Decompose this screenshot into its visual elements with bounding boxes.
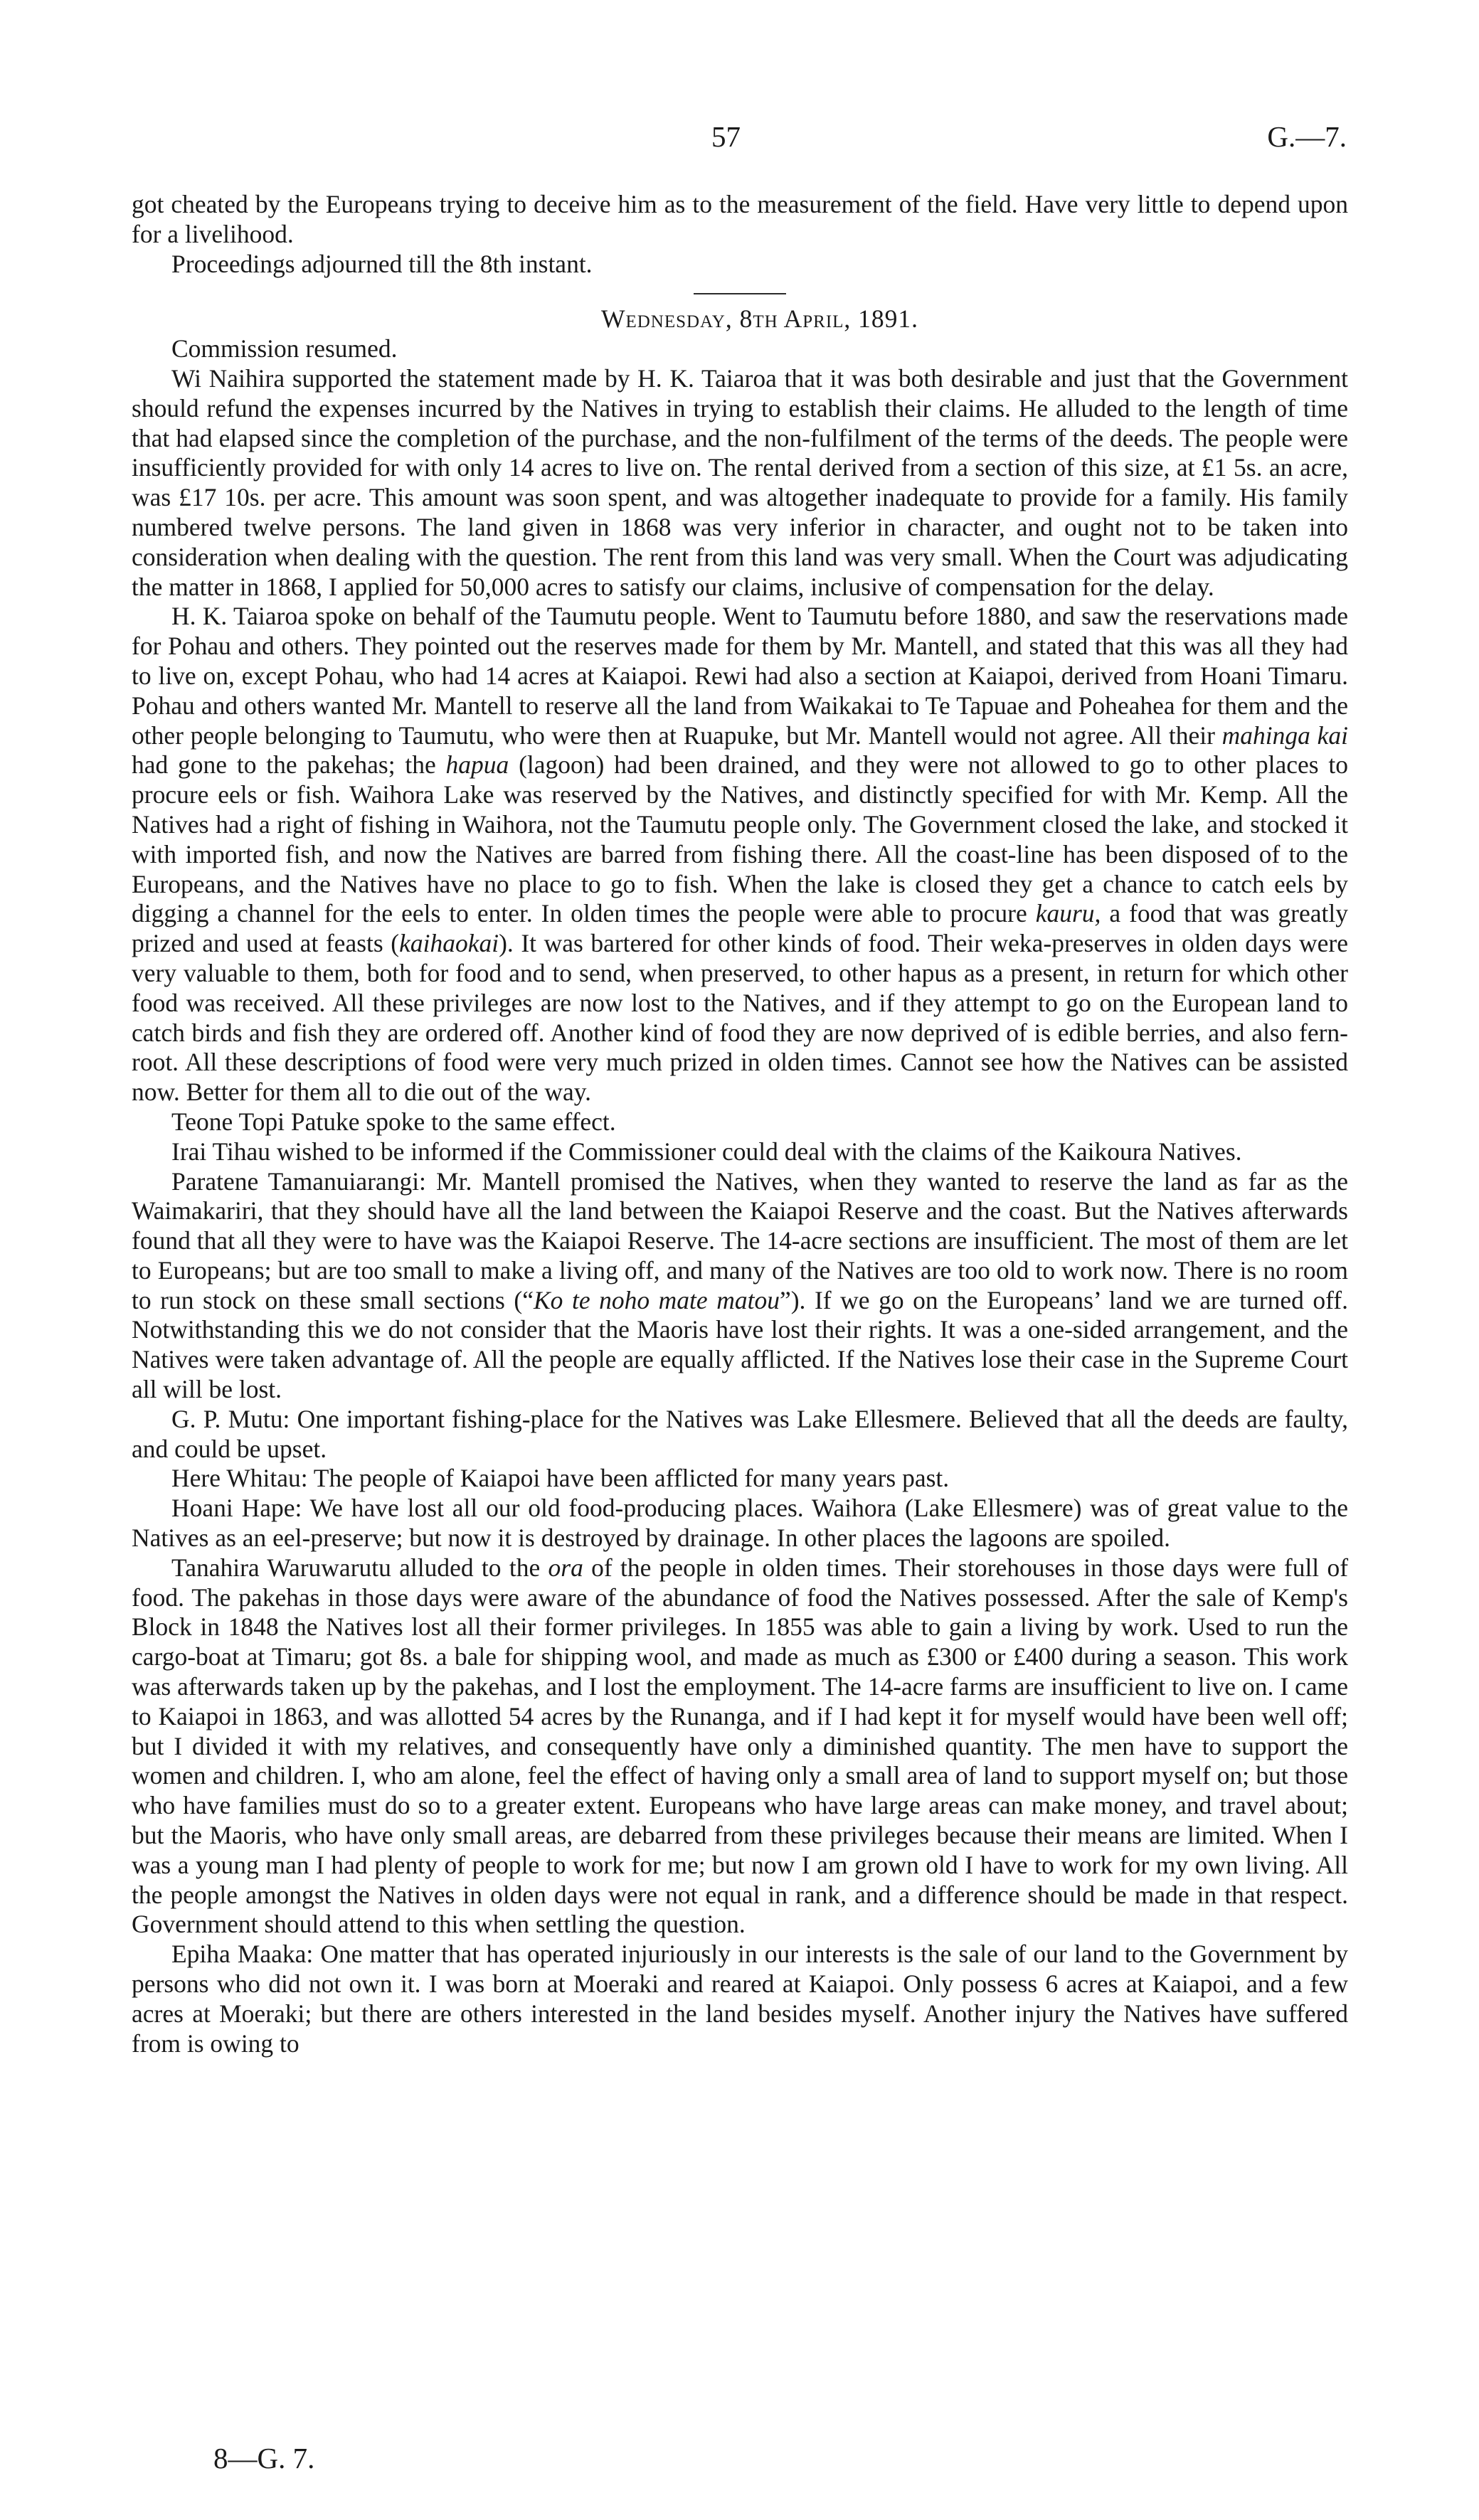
- paragraph-commission-resumed: Commission resumed.: [171, 334, 398, 363]
- paragraph-irai: Irai Tihau wished to be informed if the Commissioner could deal with the claims of the Kaikoura Natives.: [171, 1137, 1242, 1166]
- paragraph-mutu: G. P. Mutu: One important fishing-place for the Natives was Lake Ellesmere. Believed that all the deeds are faulty, and could be upset.: [132, 1404, 1348, 1463]
- maori-quote: Ko te noho mate matou: [533, 1285, 780, 1314]
- body-text: [132, 190, 1348, 2058]
- date-heading: Wednesday, 8th April, 1891.: [600, 304, 919, 334]
- paragraph-taiaroa: H. K. Taiaroa spoke on behalf of the Taumutu people. Went to Taumutu before 1880, and saw the reservations made for Pohau and others. They pointed out the reserves made for them by Mr. Mantell, and stated that this was all they had to live on, except Pohau, who had 14 acres at Kaiapoi. Rewi had also a section at Kaiapoi, derived from Hoani Timaru. Pohau and others wanted Mr. Mantell to reserve all the land from Waikakai to Te Tapuae and Poheahea for them and the other people belonging to Taumutu, who were then at Ruapuke, but Mr. Mantell would not agree. All their mahinga kai had gone to the pakehas; the hapua (lagoon) had been drained, and they were not allowed to go to other places to procure eels or fish. Waihora Lake was reserved by the Natives, and distinctly specified for with Mr. Kemp. All the Natives had a right of fishing in Waihora, not the Taumutu people only. The Government closed the lake, and stocked it with imported fish, and now the Natives are barred from fishing there. All the coast-line has been disposed of to the Europeans, and the Natives have no place to go to fish. When the lake is closed they get a chance to catch eels by digging a channel for the eels to enter. In olden times the people were able to procure kauru, a food that was greatly prized and used at feasts (kaihaokai). It was bartered for other kinds of food. Their weka-preserves in olden days were very valuable to them, both for food and to send, when preserved, to other hapus as a present, in return for which other food was received. All these privileges are now lost to the Natives, and if they attempt to go on the European land to catch birds and fish they are ordered off. Another kind of food they are now deprived of is edible berries, and also fern-root. All these descriptions of food were very much prized in olden times. Cannot see how the Natives can be assisted now. Better for them all to die out of the way.: [132, 602, 1349, 1107]
- maori-term: kaihaokai: [399, 929, 499, 958]
- page-header: [0, 119, 1479, 162]
- page-number: 57: [711, 120, 741, 153]
- maori-term: ora: [548, 1553, 583, 1582]
- paragraph-continued: got cheated by the Europeans trying to deceive him as to the measurement of the field. Have very little to depend upon for a livelihood.: [132, 190, 1348, 248]
- paragraph-epiha: Epiha Maaka: One matter that has operated injuriously in our interests is the sale of our land to the Government by persons who did not own it. I was born at Moeraki and reared at Kaiapoi. Only possess 6 acres at Kaiapoi, and a few acres at Moeraki; but there are others interested in the land besides myself. Another injury the Natives have suffered from is owing to: [132, 1940, 1348, 2058]
- paragraph-here-whitau: Here Whitau: The people of Kaiapoi have been afflicted for many years past.: [171, 1464, 950, 1493]
- paragraph-paratene: Paratene Tamanuiarangi: Mr. Mantell promised the Natives, when they wanted to reserve the land as far as the Waimakariri, that they should have all the land between the Kaiapoi Reserve and the coast. But the Natives afterwards found that all they were to have was the Kaiapoi Reserve. The 14-acre sections are insufficient. The most of them are let to Europeans; but are too small to make a living off, and many of the Natives are too old to work now. There is no room to run stock on these small sections (“Ko te noho mate matou”). If we go on the Europeans’ land we are turned off. Notwithstanding this we do not consider that the Maoris have lost their rights. It was a one-sided arrangement, and the Natives were taken advantage of. All the people are equally afflicted. If the Natives lose their case in the Supreme Court all will be lost.: [132, 1166, 1348, 1404]
- maori-term: mahinga kai: [1221, 721, 1349, 750]
- document-reference: G.—7.: [1267, 120, 1347, 153]
- paragraph-adjourned: Proceedings adjourned till the 8th instant.: [171, 249, 593, 278]
- paragraph-wi-naihira: Wi Naihira supported the statement made by H. K. Taiaroa that it was both desirable and just that the Government should refund the expenses incurred by the Natives in trying to establish their claims. He alluded to the length of time that had elapsed since the completion of the purchase, and the non-fulfilment of the terms of the deeds. The people were insufficiently provided for with only 14 acres to live on. The rental derived from a section of this size, at £1 5s. an acre, was £17 10s. per acre. This amount was soon spent, and was altogether inadequate to provide for a family. His family numbered twelve persons. The land given in 1868 was very inferior in character, and ought not to be taken into consideration when dealing with the question. The rent from this land was very small. When the Court was adjudicating the matter in 1868, I applied for 50,000 acres to satisfy our claims, inclusive of compensation for the delay.: [132, 363, 1348, 601]
- printer-signature: 8—G. 7.: [213, 2442, 315, 2474]
- maori-term: hapua: [445, 750, 509, 780]
- paragraph-tanahira: Tanahira Waruwarutu alluded to the ora of the people in olden times. Their storehouses in those days were full of food. The pakehas in those days were aware of the abundance of food the Natives possessed. After the sale of Kemp's Block in 1848 the Natives lost all their former privileges. In 1855 was able to gain a living by work. Used to run the cargo-boat at Timaru; got 8s. a bale for shipping wool, and made as much as £300 or £400 during a season. This work was afterwards taken up by the pakehas, and I lost the employment. The 14-acre farms are insufficient to live on. I came to Kaiapoi in 1863, and was allotted 54 acres by the Runanga, and if I had kept it for myself would have been well off; but I divided it with my relatives, and consequently have only a diminished quantity. The men have to support the women and children. I, who am alone, feel the effect of having only a small area of land to support myself on; but those who have families must do so to a greater extent. Europeans who have large areas can make money, and travel about; but the Maoris, who have only small areas, are debarred from these privileges because their means are limited. When I was a young man I had plenty of people to work for me; but now I am grown old I have to work for my own living. All the people amongst the Natives in olden days were not equal in rank, and a difference should be made in that respect. Government should attend to this when settling the question.: [132, 1553, 1349, 1939]
- paragraph-teone: Teone Topi Patuke spoke to the same effect.: [171, 1107, 616, 1136]
- paragraph-hoani-hape: Hoani Hape: We have lost all our old food-producing places. Waihora (Lake Ellesmere) was of great value to the Natives as an eel-preserve; but now it is destroyed by drainage. In other places the lagoons are spoiled.: [132, 1494, 1348, 1553]
- section-divider: [694, 293, 786, 294]
- maori-term: kauru,: [1035, 899, 1101, 928]
